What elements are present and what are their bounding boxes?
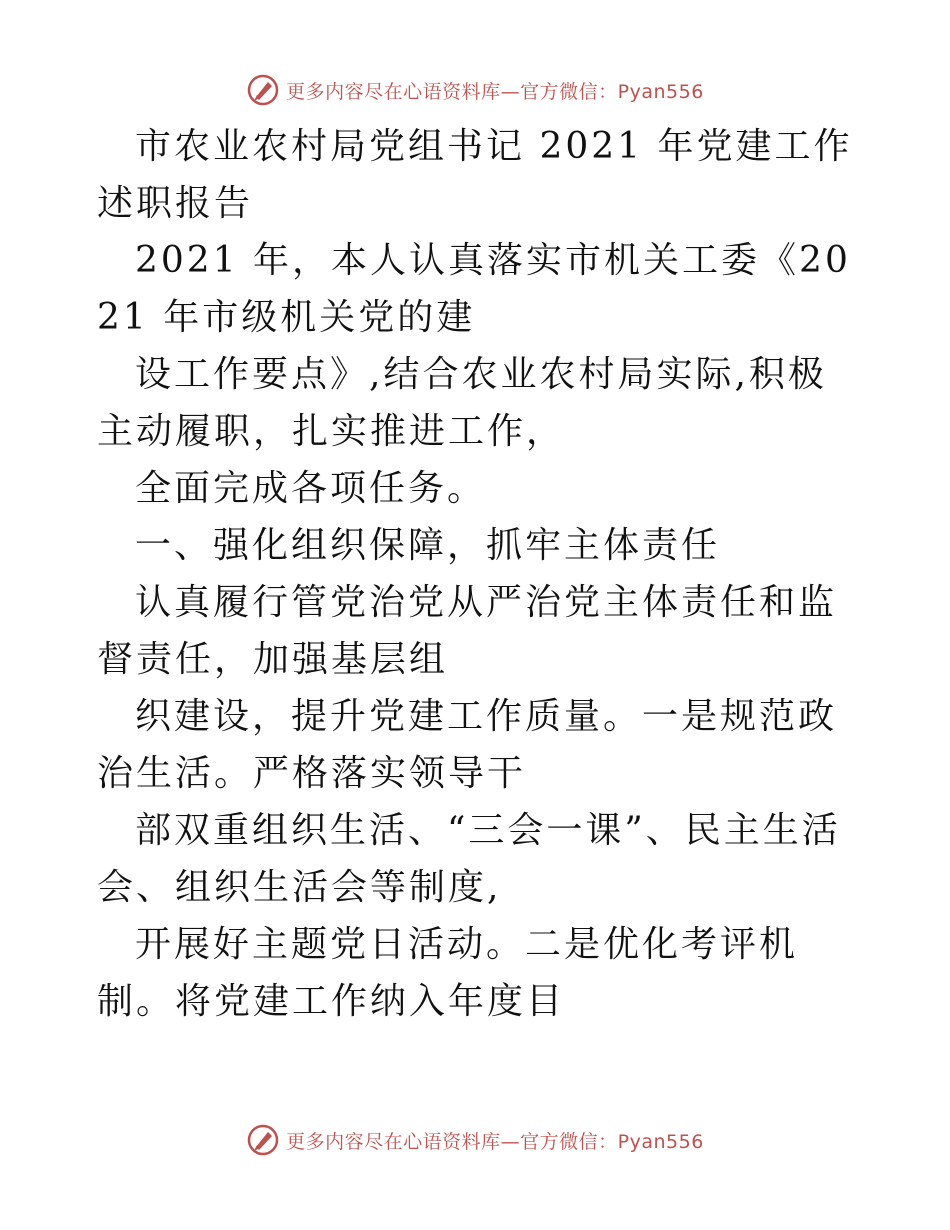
paragraph: 设工作要点》,结合农业农村局实际,积极主动履职，扎实推进工作， — [97, 354, 827, 452]
document-body — [97, 118, 857, 1030]
pen-nib-logo-icon — [246, 1123, 280, 1157]
section-heading: 一、强化组织保障，抓牢主体责任 — [135, 525, 721, 566]
header-watermark — [0, 70, 950, 110]
paragraph: 开展好主题党日活动。二是优化考评机制。将党建工作纳入年度目 — [97, 924, 799, 1022]
paragraph: 织建设，提升党建工作质量。一是规范政治生活。严格落实领导干 — [97, 696, 838, 794]
watermark-text: 更多内容尽在心语资料库—官方微信：Pyan556 — [286, 80, 704, 103]
watermark-text: 更多内容尽在心语资料库—官方微信：Pyan556 — [286, 1130, 704, 1153]
paragraph: 全面完成各项任务。 — [135, 468, 487, 509]
pen-nib-logo-icon — [246, 73, 280, 107]
footer-watermark — [0, 1120, 950, 1160]
paragraph: 2021 年，本人认真落实市机关工委《2021 年市级机关党的建 — [97, 240, 851, 338]
paragraph: 部双重组织生活、“三会一课”、民主生活会、组织生活会等制度, — [97, 810, 841, 908]
document-title: 市农业农村局党组书记 2021 年党建工作述职报告 — [97, 126, 853, 224]
paragraph: 认真履行管党治党从严治党主体责任和监督责任，加强基层组 — [97, 582, 838, 680]
